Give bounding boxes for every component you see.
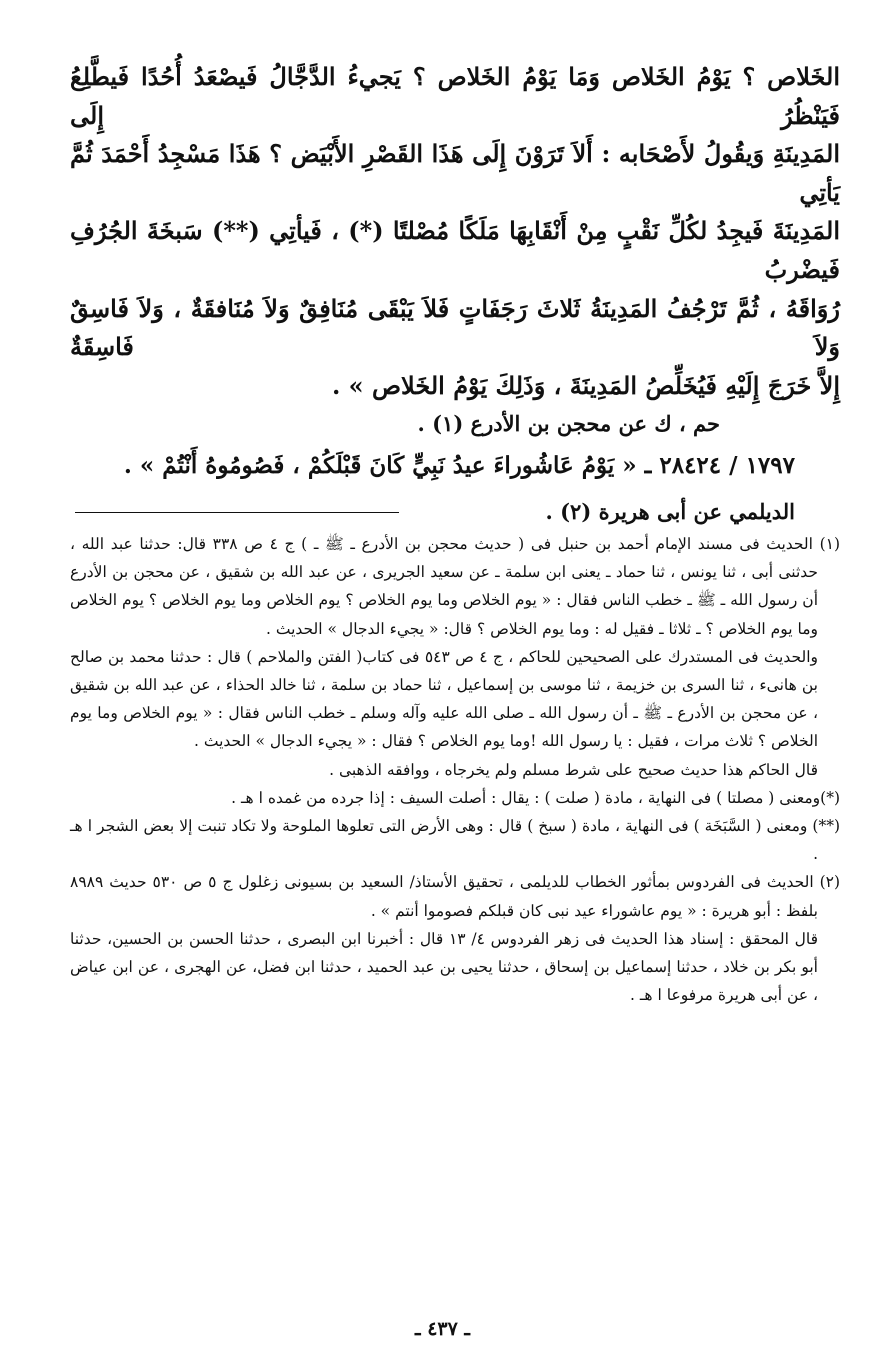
footnotes — [70, 530, 840, 1009]
attribution-1: حم ، ك عن محجن بن الأدرع (١) . — [417, 411, 720, 437]
hadith-1797: ١٧٩٧ / ٢٨٤٢٤ ـ « يَوْمُ عَاشُوراءَ عيدُ نَبِيٍّ كَانَ قَبْلَكُمْ ، فَصُومُوهُ أَنْتُمْ » . — [123, 452, 795, 480]
footnote-star-2: (**) ومعنى ( السَّبَخَة ) فى النهاية ، مادة ( سبخ ) قال : وهى الأرض التى تعلوها الملوحة ولا تكاد تنبت إلا بعض الشجر ا هـ . — [70, 817, 840, 864]
hadith-line-2: المَدِينَةِ وَيقُولُ لأَصْحَابه : أَلاَ تَرَوْنَ إِلَى هَذَا القَصْرِ الأَبْيَض ؟ هَذَا مَسْجِدُ أَحْمَدَ ثُمَّ يَأتِي — [70, 139, 840, 207]
main-text — [70, 58, 840, 535]
footnote-1-mustadrak: والحديث فى المستدرك على الصحيحين للحاكم ، ج ٤ ص ٥٤٣ فى كتاب( الفتن والملاحم ) قال : حدثنا محمد بن صالح بن هانىء ، ثنا السرى بن خزيمة ، ثنا موسى بن إسماعيل ، ثنا حماد بن سلمة ، ثنا خالد الحذاء ، عن عبد الله بن شقيق ، عن محجن بن الأدرع ـ ﷺ ـ أن رسول الله ـ صلى الله عليه وآله وسلم ـ خطب الناس فقال : « يوم الخلاص وما يوم الخلاص ؟ ثلاث مرات ، فقيل : يا رسول الله !وما يوم الخلاص ؟ فقال : « يجيء الدجال » الحديث . — [70, 647, 819, 751]
footnote-divider — [75, 512, 399, 513]
footnote-1: (١) الحديث فى مسند الإمام أحمد بن حنبل فى ( حديث محجن بن الأدرع ـ ﷺ ـ ) ج ٤ ص ٣٣٨ قال: حدثنا عبد الله ، حدثنى أبى ، ثنا يونس ، ثنا حماد ـ يعنى ابن سلمة ـ عن سعيد الجريرى ، عن عبد الله بن شقيق ، عن محجن بن الأدرع أن رسول الله ـ ﷺ ـ خطب الناس فقال : « يوم الخلاص وما يوم الخلاص ؟ يوم الخلاص وما يوم الخلاص ؟ يوم الخلاص وما يوم الخلاص ؟ ـ ثلاثا ـ فقيل له : وما يوم الخلاص ؟ قال: « يجيء الدجال » الحديث . — [70, 535, 841, 638]
page-number: ـ ٤٣٧ ـ — [415, 1318, 470, 1340]
footnote-1-hakim: قال الحاكم هذا حديث صحيح على شرط مسلم ولم يخرجاه ، ووافقه الذهبى . — [329, 760, 818, 779]
hadith-line-3: المَدِينَةَ فَيجِدُ لكُلِّ نَقْبٍ مِنْ أَنْقَابِهَا مَلَكًا مُصْلتًا (*) ، فَيأتِي (**) سَبخَةَ الجُرُفِ فَيضْربُ — [70, 216, 840, 284]
hadith-line-1: الخَلاص ؟ يَوْمُ الخَلاص وَمَا يَوْمُ الخَلاص ؟ يَجيءُ الدَّجَّالُ فَيصْعَدُ أُحُدًا فَيطَّلِعُ فَيَنْظُرُ إِلَى — [70, 62, 840, 130]
hadith-line-5: إِلاَّ خَرَجَ إِلَيْهِ فَيُخَلِّصُ المَدِينَةَ ، وَذَلِكَ يَوْمُ الخَلاص » . — [331, 370, 840, 400]
footnote-2: (٢) الحديث فى الفردوس بمأثور الخطاب للديلمى ، تحقيق الأستاذ/ السعيد بن بسيونى زغلول ج ٥ ص ٥٣٠ حديث ٨٩٨٩ بلفظ : أبو هريرة : « يوم عاشوراء عيد نبى كان قبلكم فصوموا أنتم » . — [70, 873, 841, 920]
attribution-2: الديلمي عن أبى هريرة (٢) . — [545, 499, 795, 525]
hadith-line-4: رُوَاقَهُ ، ثُمَّ تَرْجُفُ المَدِينَةُ ثَلاثَ رَجَفَاتٍ فَلاَ يَبْقَى مُنَافِقٌ وَلاَ مُنَافقَةٌ ، وَلاَ فَاسِقٌ وَلاَ فَاسِقَةٌ — [70, 293, 840, 362]
footnote-2-muhaqqiq: قال المحقق : إسناد هذا الحديث فى زهر الفردوس ٤/ ١٣ قال : أخبرنا ابن البصرى ، حدثنا الحسن بن الحسين، حدثنا أبو بكر بن خلاد ، حدثنا إسماعيل بن إسحاق ، حدثنا يحيى بن عبد الحميد ، حدثنا ابن فضل، عن الهجرى ، عن ابن عياض ، عن أبى هريرة مرفوعا ا هـ . — [70, 929, 818, 1005]
footnote-star-1: (*)ومعنى ( مصلتا ) فى النهاية ، مادة ( صلت ) : يقال : أصلت السيف : إذا جرده من غمده ا هـ . — [231, 788, 840, 807]
